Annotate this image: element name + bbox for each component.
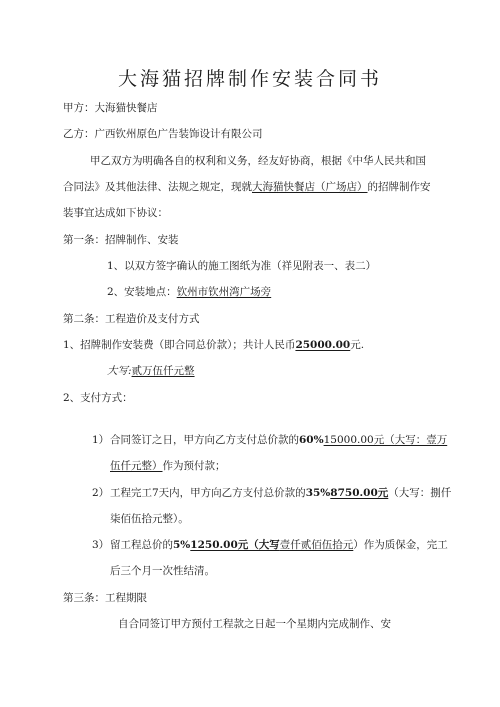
payment-3-number: 3） [92,539,110,551]
intro-line-3: 装事宜达成如下协议： [63,207,168,219]
payment-2-line-1: 工程完工7天内，甲方向乙方支付总价款的35%8750.00元（大写：捌仟 [110,487,452,499]
payment-2-number: 2） [92,487,110,499]
article-1-item-1: 1、以双方签字确认的施工图纸为准（祥见附表一、表二） [107,260,377,272]
payment-3-line-2: 后三个月一次性结清。 [110,565,215,577]
article-2-heading: 第二条：工程造价及支付方式 [63,313,200,325]
payment-1-line-1: 合同签订之日，甲方向乙方支付总价款的60%15000.00元（大写：壹万 [110,434,448,446]
article-1-item-2: 2、安装地点：钦州市钦州湾广场旁 [107,286,272,298]
payment-1-number: 1） [92,434,110,446]
article-3-line-1: 自合同签订甲方预付工程款之日起一个星期内完成制作、安 [118,618,391,630]
fee-line: 1、招牌制作安装费（即合同总价款）；共计人民币25000.00元. [63,339,365,351]
intro-line-1: 甲乙双方为明确各自的权利和义务，经友好协商，根据《中华人民共和国 [90,155,426,167]
payment-1-line-2: 伍仟元整）作为预付款； [110,460,226,472]
fee-amount: 25000.00 [295,339,351,351]
party-a: 甲方：大海猫快餐店 [63,102,158,114]
document-title: 大海猫招牌制作安装合同书 [117,68,382,90]
article-1-heading: 第一条：招牌制作、安装 [63,234,179,246]
payment-2-line-2: 柒佰伍拾元整）。 [110,513,189,525]
fee-daxie-value: 贰万伍仟元整 [131,365,195,377]
install-location: 钦州市钦州湾广场旁 [176,286,272,298]
intro-line-2: 合同法》及其他法律、法规之规定，现就大海猫快餐店（广场店）的招牌制作安 [63,181,431,193]
payment-heading: 2、支付方式： [63,392,133,404]
payment-3-line-1: 留工程总价的5%1250.00元（大写壹仟贰佰伍拾元）作为质保金，完工 [110,539,448,551]
article-3-heading: 第三条：工程期限 [63,592,147,604]
party-b: 乙方：广西钦州原色广告装饰设计有限公司 [63,128,263,140]
shop-name: 大海猫快餐店（广场店） [252,181,368,193]
fee-daxie: 大写:贰万伍仟元整 [107,365,195,377]
